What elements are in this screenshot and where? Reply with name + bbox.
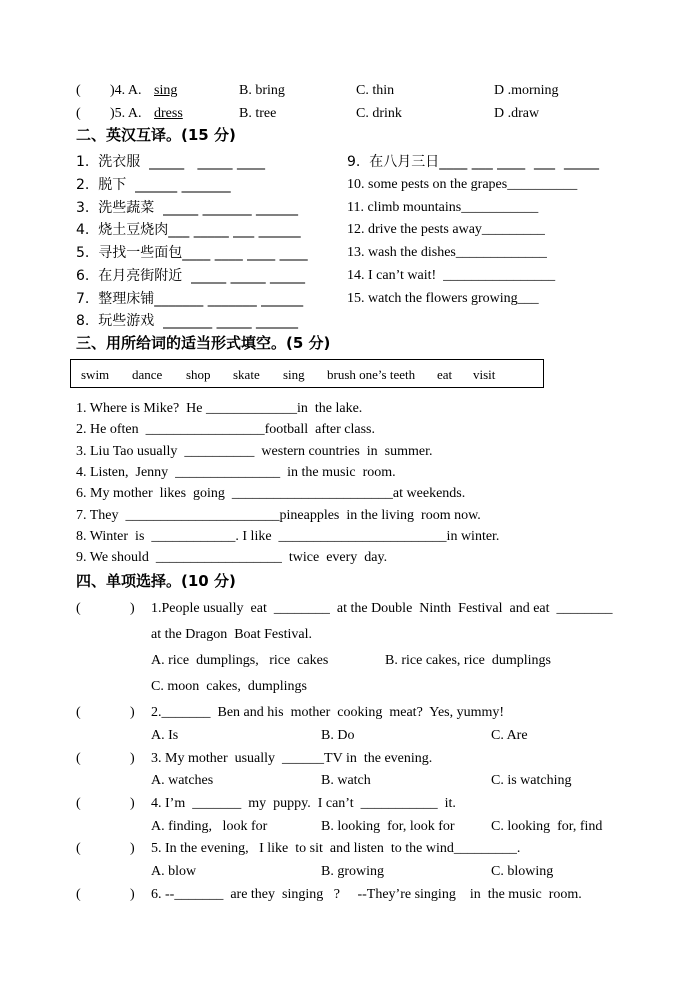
option-b: B. looking for, look for <box>321 819 455 834</box>
fill-in-item[interactable]: 6. My mother likes going _______________________at weekends. <box>76 486 466 501</box>
answer-bracket-open[interactable]: ( <box>76 705 81 720</box>
translation-item: 13. wash the dishes_____________ <box>347 245 547 260</box>
translation-item: 15. watch the flowers growing___ <box>347 291 539 306</box>
question-text-continued: at the Dragon Boat Festival. <box>151 627 312 642</box>
answer-bracket-open[interactable]: ( <box>76 601 81 616</box>
option-a: A. Is <box>151 728 179 743</box>
answer-bracket-open[interactable]: ( <box>76 751 81 766</box>
option-a: A. watches <box>151 773 214 788</box>
word-bank-item: sing <box>283 367 305 382</box>
question-number: )5. A. <box>110 106 142 121</box>
answer-bracket-close: ) <box>130 841 135 856</box>
section-heading-fill-in: 三、用所给词的适当形式填空。(5 分) <box>76 334 331 352</box>
word-bank <box>70 359 544 388</box>
section-heading-translation: 二、英汉互译。(15 分) <box>76 126 236 144</box>
word-bank-item: shop <box>186 367 211 382</box>
option-b: B. watch <box>321 773 371 788</box>
translation-item: 14. I can’t wait! ________________ <box>347 268 556 283</box>
answer-bracket-close: ) <box>130 751 135 766</box>
word-bank-item: eat <box>437 367 453 382</box>
translation-item: 9. 在八月三日____ ___ ____ ___ _____ <box>347 154 599 170</box>
question-text: 1.People usually eat ________ at the Double Ninth Festival and eat ________ <box>151 601 613 616</box>
question-text: 5. In the evening, I like to sit and listen to the wind_________. <box>151 841 521 856</box>
answer-bracket[interactable]: ( <box>76 83 81 98</box>
option-c: C. blowing <box>491 864 554 879</box>
section-heading-multiple-choice: 四、单项选择。(10 分) <box>76 572 236 590</box>
fill-in-item[interactable]: 9. We should __________________ twice every day. <box>76 550 388 565</box>
option-c: C. drink <box>356 106 402 121</box>
translation-item: 6. 在月亮街附近 _____ _____ _____ <box>76 268 306 284</box>
option-c: C. looking for, find <box>491 819 603 834</box>
option-a: A. rice dumplings, rice cakes <box>151 653 329 668</box>
question-number: )4. A. <box>110 83 142 98</box>
fill-in-item[interactable]: 4. Listen, Jenny _______________ in the music room. <box>76 465 396 480</box>
translation-item: 11. climb mountains___________ <box>347 200 539 215</box>
fill-in-item[interactable]: 7. They ______________________pineapples in the living room now. <box>76 508 481 523</box>
option-b: B. growing <box>321 864 384 879</box>
option-d: D .draw <box>494 106 540 121</box>
fill-in-item[interactable]: 2. He often _________________football after class. <box>76 422 375 437</box>
question-text: 6. --_______ are they singing ? --They’re singing in the music room. <box>151 887 582 902</box>
fill-in-item[interactable]: 3. Liu Tao usually __________ western countries in summer. <box>76 444 433 459</box>
answer-bracket-close: ) <box>130 601 135 616</box>
answer-bracket-open[interactable]: ( <box>76 796 81 811</box>
translation-item: 7. 整理床铺_______ _______ ______ <box>76 291 304 307</box>
translation-item: 1. 洗衣服 _____ _____ ____ <box>76 154 265 170</box>
answer-bracket[interactable]: ( <box>76 106 81 121</box>
answer-bracket-close: ) <box>130 705 135 720</box>
word-bank-item: swim <box>81 367 110 382</box>
fill-in-item[interactable]: 1. Where is Mike? He _____________in the lake. <box>76 401 363 416</box>
fill-in-item[interactable]: 8. Winter is ____________. I like ________________________in winter. <box>76 529 500 544</box>
option-b: B. bring <box>239 83 285 98</box>
translation-item: 8. 玩些游戏 _______ _____ ______ <box>76 313 299 329</box>
question-text: 2._______ Ben and his mother cooking meat? Yes, yummy! <box>151 705 505 720</box>
translation-item: 10. some pests on the grapes__________ <box>347 177 578 192</box>
option-c: C. moon cakes, dumplings <box>151 679 307 694</box>
option-a: A. finding, look for <box>151 819 268 834</box>
option-a: sing <box>154 83 178 98</box>
answer-bracket-close: ) <box>130 796 135 811</box>
translation-item: 12. drive the pests away_________ <box>347 222 545 237</box>
word-bank-item: skate <box>233 367 260 382</box>
translation-item: 5. 寻找一些面包____ ____ ____ ____ <box>76 245 308 261</box>
translation-item: 2. 脱下 ______ _______ <box>76 177 231 193</box>
option-b: B. rice cakes, rice dumplings <box>385 653 552 668</box>
question-text: 3. My mother usually ______TV in the evening. <box>151 751 433 766</box>
word-bank-item: brush one’s teeth <box>327 367 416 382</box>
word-bank-item: visit <box>473 367 496 382</box>
word-bank-item: dance <box>132 367 163 382</box>
translation-item: 3. 洗些蔬菜 _____ _______ ______ <box>76 200 299 216</box>
option-b: B. tree <box>239 106 277 121</box>
option-b: B. Do <box>321 728 355 743</box>
option-a: dress <box>154 106 183 121</box>
option-a: A. blow <box>151 864 197 879</box>
answer-bracket-open[interactable]: ( <box>76 887 81 902</box>
translation-item: 4. 烧土豆烧肉___ _____ ___ ______ <box>76 222 301 238</box>
option-c: C. Are <box>491 728 528 743</box>
option-d: D .morning <box>494 83 559 98</box>
answer-bracket-close: ) <box>130 887 135 902</box>
question-text: 4. I’m _______ my puppy. I can’t ___________ it. <box>151 796 456 811</box>
option-c: C. thin <box>356 83 395 98</box>
answer-bracket-open[interactable]: ( <box>76 841 81 856</box>
option-c: C. is watching <box>491 773 572 788</box>
